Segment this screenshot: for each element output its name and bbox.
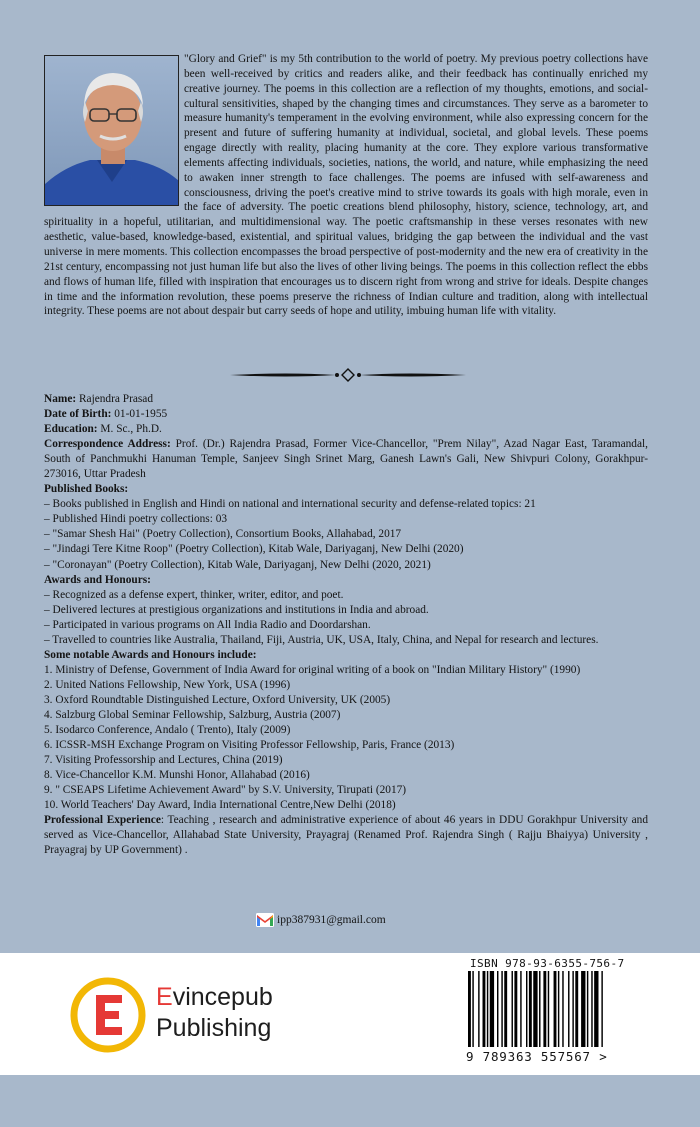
barcode-bar (529, 971, 532, 1047)
awards-item: – Travelled to countries like Australia, Thailand, Fiji, Austria, UK, USA, Italy, China, and Nepal for research and lectures. (44, 633, 599, 646)
address-label: Correspondence Address: (44, 438, 171, 451)
notable-item: 6. ICSSR-MSH Exchange Program on Visiting Professor Fellowship, Paris, France (2013) (44, 739, 455, 752)
barcode-bar (562, 971, 563, 1047)
isbn-barcode (466, 971, 652, 1047)
name-label: Name: (44, 393, 77, 405)
author-bio (44, 392, 648, 858)
ornamental-divider (228, 367, 468, 383)
barcode-bar (539, 971, 540, 1047)
barcode-bar (533, 971, 537, 1047)
barcode-bar (468, 971, 471, 1047)
notable-item: 9. " CSEAPS Lifetime Achievement Award" by S.V. University, Tirupati (2017) (44, 784, 407, 797)
email-address[interactable]: ipp387931@gmail.com (277, 914, 386, 926)
intro-paragraph (44, 52, 648, 319)
barcode-bar (591, 971, 592, 1047)
published-item: – "Samar Shesh Hai" (Poetry Collection), Consortium Books, Allahabad, 2017 (44, 528, 402, 541)
notable-item: 1. Ministry of Defense, Government of India Award for original writing of a book on "Indian Military History" (1990) (44, 663, 581, 676)
publisher-line1: Evincepub (156, 983, 273, 1011)
notable-item: 2. United Nations Fellowship, New York, USA (1996) (44, 678, 291, 691)
barcode-bar (548, 971, 549, 1047)
barcode-bar (504, 971, 507, 1047)
barcode-bar (514, 971, 517, 1047)
gmail-icon (256, 913, 274, 927)
dob-line (44, 407, 648, 422)
isbn-digits: 9 789363 557567 > (466, 1049, 608, 1064)
name-line (44, 392, 648, 407)
email-contact (256, 913, 386, 927)
barcode-bar (543, 971, 546, 1047)
barcode-bar (558, 971, 559, 1047)
notable-heading: Some notable Awards and Honours include: (44, 648, 257, 661)
publisher-name (156, 983, 273, 1044)
published-heading: Published Books: (44, 483, 129, 496)
barcode-bar (572, 971, 573, 1047)
barcode-bar (512, 971, 513, 1047)
address-line (44, 437, 648, 482)
barcode-bar (581, 971, 585, 1047)
barcode-bar (587, 971, 588, 1047)
awards-heading: Awards and Honours: (44, 573, 151, 586)
notable-item: 8. Vice-Chancellor K.M. Munshi Honor, Allahabad (2016) (44, 769, 310, 782)
education-label: Education: (44, 423, 98, 436)
experience-line (44, 813, 648, 858)
name-value: Rajendra Prasad (76, 393, 153, 405)
notable-item: 5. Isodarco Conference, Andalo ( Trento), Italy (2009) (44, 724, 291, 737)
barcode-bar (526, 971, 527, 1047)
barcode-bar (478, 971, 479, 1047)
intro-text: "Glory and Grief" is my 5th contribution to the world of poetry. My previous poetry collections have been well-received by critics and readers alike, and their feedback has continually enriched my creative journey. The poems in this collection are a reflection of my thoughts, emotions, and social-cultural sensitivities, shaped by the changing times and circumstances. They serve as a barometer to measure humanity's temperament in the evolving environment, while also expressing concern for the present and future of suffering humanity at individual, societal, and global levels. These poems engage directly with reality, placing humanity at the core. They explore various transformative elements affecting individuals, societies, nations, the world, and nature, while emphasizing the need to awaken inner strength to face challenges. The poems are infused with self-awareness and consciousness, driving the poet's creative mind to strive towards its goals with high morale, even in the face of adversity. The poetic creations blend philosophy, history, science, technology, art, and spirituality in a hopeful, utilitarian, and multidimensional way. The poetic craftsmanship in these verses resonates with new aesthetic, value-based, knowledge-based, existential, and spiritual values, bridging the gap between the individual and the vast universe in mere moments. This collection encompasses the broad perspective of post-modernity and the new era of creativity in the 21st century, encompassing not just human life but also the lives of other living beings. The poems in this collection reflect the ebbs and flows of human life, filled with inspiration that encourages us to discern right from wrong and strive for ideals. Despite changes in time and the information revolution, these poems preserve the richness of Indian culture and tradition, along with intellectual integrity. These poems are not about despair but carry seeds of hope and utility, imbuing human life with vitality. (44, 53, 648, 318)
dob-value: 01-01-1955 (111, 408, 168, 421)
address-value: Prof. (Dr.) Rajendra Prasad, Former Vice-Chancellor, "Prem Nilay", Azad Nagar East, Taramandal, South of Panchmukhi Hanuman Temple, Sanjeev Singh Srinet Marg, Ganesh Lawn's Gali, New Shivpuri Colony, Gorakhpur-273016, Uttar Pradesh (44, 438, 648, 481)
experience-value: : Teaching , research and administrative experience of about 46 years in DDU Gorakhpur University and served as Vice-Chancellor, Allahabad State University, Prayagraj (Renamed Prof. Rajendra Singh ( Rajju Bhaiyya) University , Prayagraj by UP Government) . (44, 814, 648, 857)
published-item: – Published Hindi poetry collections: 03 (44, 513, 228, 526)
notable-item: 3. Oxford Roundtable Distinguished Lecture, Oxford University, UK (2005) (44, 693, 391, 706)
education-value: M. Sc., Ph.D. (97, 423, 162, 436)
experience-label: Professional Experience (44, 814, 161, 827)
published-item: – "Jindagi Tere Kitne Roop" (Poetry Collection), Kitab Wale, Dariyaganj, New Delhi (2020) (44, 543, 464, 556)
isbn-label: ISBN 978-93-6355-756-7 (470, 957, 625, 970)
dob-label: Date of Birth: (44, 408, 112, 421)
barcode-bar (520, 971, 521, 1047)
awards-item: – Participated in various programs on All India Radio and Doordarshan. (44, 618, 371, 631)
barcode-bar (497, 971, 498, 1047)
barcode-bar (483, 971, 486, 1047)
barcode-bar (501, 971, 502, 1047)
barcode-bar (472, 971, 473, 1047)
notable-item: 4. Salzburg Global Seminar Fellowship, Salzburg, Austria (2007) (44, 708, 341, 721)
barcode-bar (601, 971, 602, 1047)
notable-item: 10. World Teachers' Day Award, India International Centre,New Delhi (2018) (44, 799, 396, 812)
barcode-bar (490, 971, 494, 1047)
barcode-bar (594, 971, 598, 1047)
barcode-bar (568, 971, 569, 1047)
barcode-bar (487, 971, 488, 1047)
barcode-bar (554, 971, 557, 1047)
awards-item: – Delivered lectures at prestigious organizations and institutions in India and abroad. (44, 603, 429, 616)
published-item: – Books published in English and Hindi on national and international security and defense-related topics: 21 (44, 498, 536, 511)
notable-item: 7. Visiting Professorship and Lectures, China (2019) (44, 754, 283, 767)
education-line (44, 422, 648, 437)
awards-item: – Recognized as a defense expert, thinker, writer, editor, and poet. (44, 588, 344, 601)
publisher-line2: Publishing (156, 1014, 272, 1042)
published-item: – "Coronayan" (Poetry Collection), Kitab Wale, Dariyaganj, New Delhi (2020, 2021) (44, 558, 431, 571)
barcode-bar (575, 971, 578, 1047)
evincepub-logo-icon (68, 975, 148, 1055)
